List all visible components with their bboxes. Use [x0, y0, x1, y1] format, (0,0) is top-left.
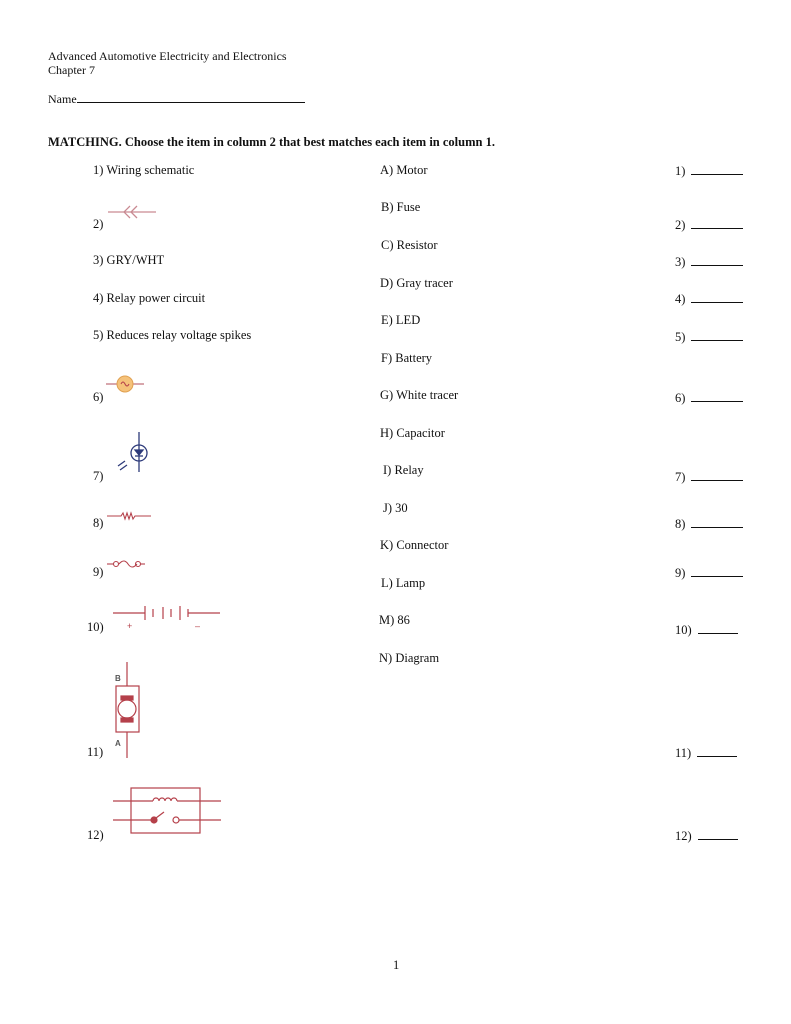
- answer-6[interactable]: 6): [675, 389, 743, 406]
- answer-7[interactable]: 7): [675, 468, 743, 485]
- option-b: B) Fuse: [381, 200, 421, 214]
- fuse-symbol: [107, 559, 145, 571]
- option-m: M) 86: [379, 613, 410, 627]
- option-k: K) Connector: [380, 538, 449, 552]
- question-4: 4) Relay power circuit: [93, 291, 206, 305]
- question-12: 12): [87, 828, 104, 842]
- relay-symbol: [113, 787, 221, 837]
- option-i: I) Relay: [383, 463, 424, 477]
- option-e: E) LED: [381, 313, 421, 327]
- answer-9[interactable]: 9): [675, 564, 743, 581]
- name-label: Name: [48, 92, 77, 106]
- answer-11[interactable]: 11): [675, 744, 737, 761]
- answer-8[interactable]: 8): [675, 515, 743, 532]
- chapter-label: Chapter 7: [48, 63, 95, 77]
- led-symbol: [114, 432, 154, 472]
- question-3: 3) GRY/WHT: [93, 253, 165, 267]
- option-c: C) Resistor: [381, 238, 438, 252]
- svg-text:+: +: [127, 621, 133, 631]
- answer-5[interactable]: 5): [675, 328, 743, 345]
- question-10: 10): [87, 620, 104, 634]
- option-g: G) White tracer: [380, 388, 459, 402]
- option-l: L) Lamp: [381, 576, 426, 590]
- answer-2[interactable]: 2): [675, 216, 743, 233]
- answer-10[interactable]: 10): [675, 621, 738, 638]
- question-2: 2): [93, 217, 104, 231]
- page-number: 1: [393, 958, 400, 972]
- course-title: Advanced Automotive Electricity and Electronics: [48, 49, 287, 63]
- answer-12[interactable]: 12): [675, 827, 738, 844]
- question-1: 1) Wiring schematic: [93, 163, 195, 177]
- lamp-symbol: [106, 376, 144, 394]
- answer-1[interactable]: 1): [675, 162, 743, 179]
- option-h: H) Capacitor: [380, 426, 445, 440]
- option-d: D) Gray tracer: [380, 276, 453, 290]
- answer-3[interactable]: 3): [675, 253, 743, 270]
- option-f: F) Battery: [381, 351, 433, 365]
- svg-text:–: –: [195, 621, 201, 631]
- question-9: 9): [93, 565, 104, 579]
- option-j: J) 30: [383, 501, 408, 515]
- question-11: 11): [87, 745, 104, 759]
- option-a: A) Motor: [380, 163, 428, 177]
- question-5: 5) Reduces relay voltage spikes: [93, 328, 252, 342]
- connector-symbol: [108, 206, 156, 218]
- question-6: 6): [93, 390, 104, 404]
- question-7: 7): [93, 469, 104, 483]
- motor-symbol: [113, 662, 153, 758]
- instructions: MATCHING. Choose the item in column 2 that best matches each item in column 1.: [48, 135, 495, 149]
- battery-symbol: [113, 603, 221, 629]
- option-n: N) Diagram: [379, 651, 440, 665]
- question-8: 8): [93, 516, 104, 530]
- answer-4[interactable]: 4): [675, 290, 743, 307]
- name-line[interactable]: [77, 90, 305, 103]
- resistor-symbol: [107, 511, 151, 521]
- name-field[interactable]: [48, 90, 305, 107]
- svg-text:B: B: [115, 674, 121, 683]
- svg-text:A: A: [115, 739, 121, 748]
